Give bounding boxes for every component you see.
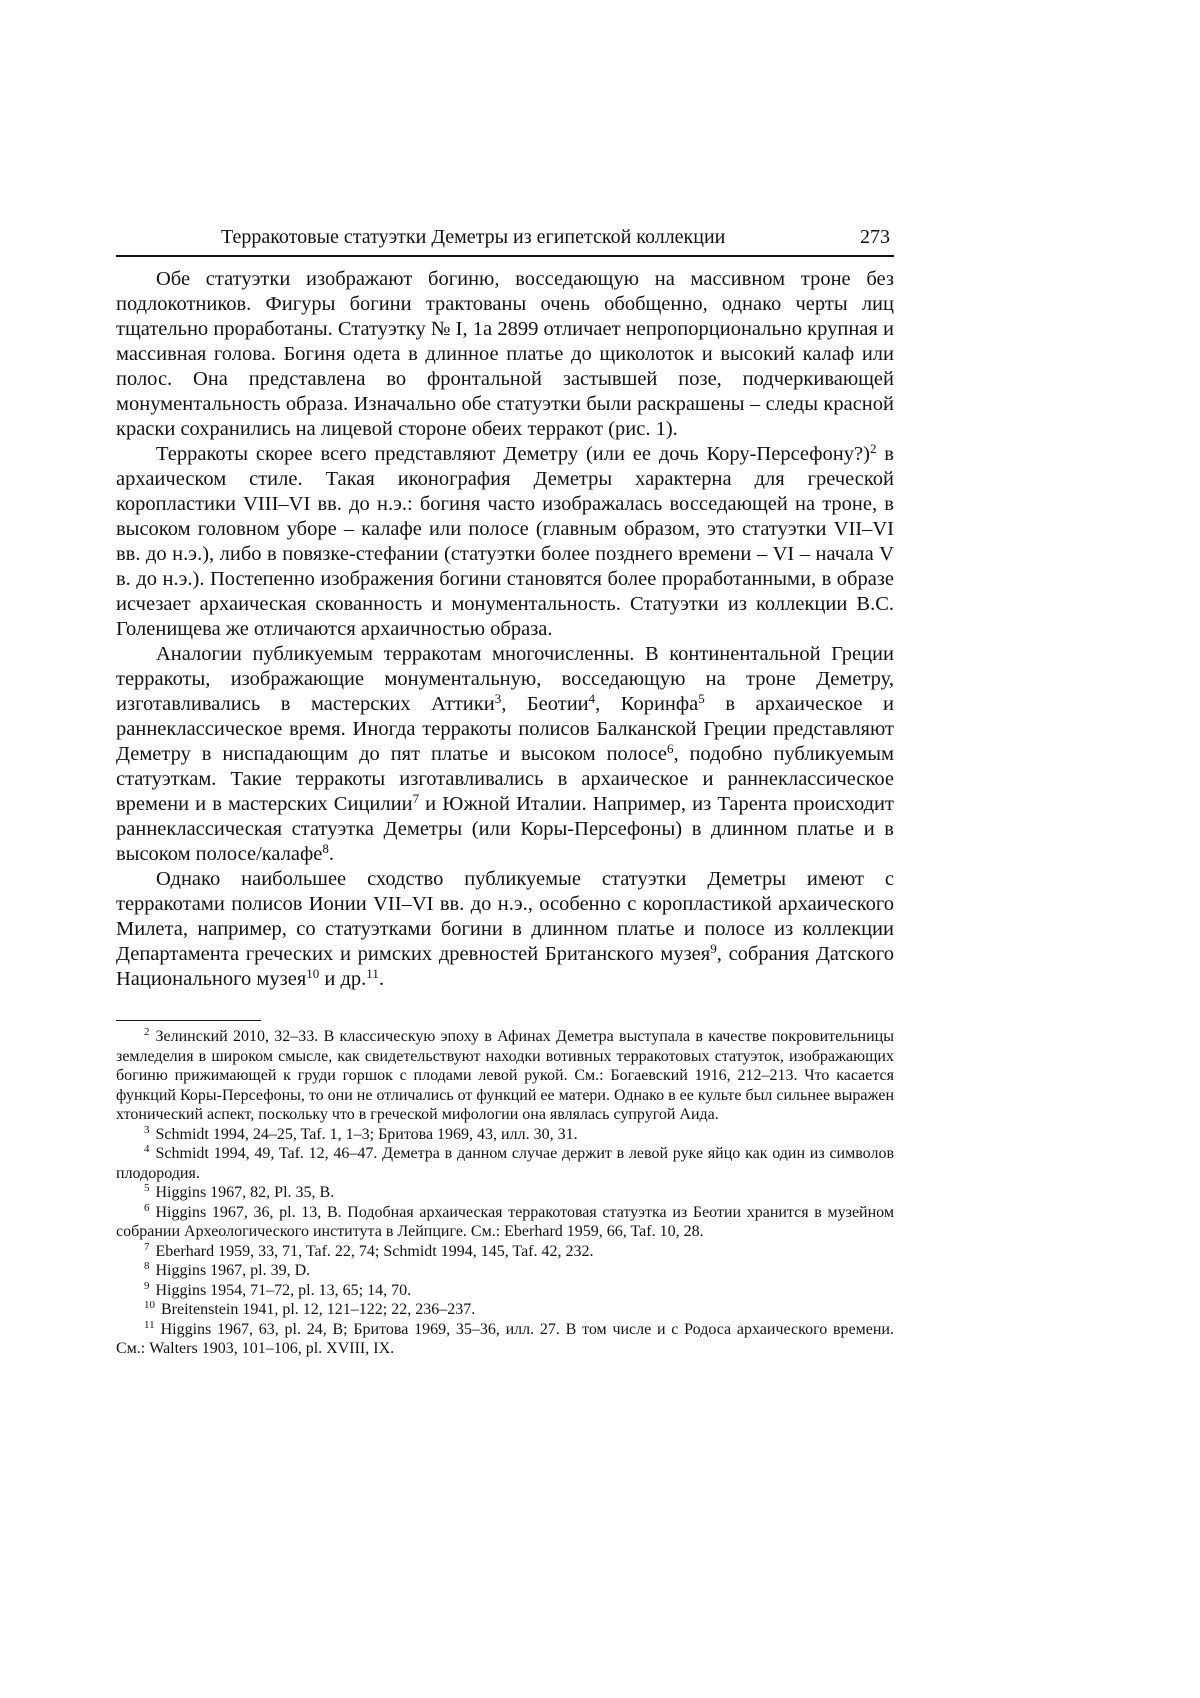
footnote-text: Higgins 1967, 82, Pl. 35, B. xyxy=(155,1184,335,1201)
footnote-number: 5 xyxy=(144,1182,150,1194)
footnote-ref: 9 xyxy=(710,941,717,956)
footnote xyxy=(116,1242,894,1262)
footnote-number: 2 xyxy=(144,1026,150,1038)
text-run: и др. xyxy=(319,968,367,990)
text-run: Аналогии публикуемым терракотам многочисленны. В континентальной Греции терракоты, изображающие монументальную, восседающую на троне Деметру, изготавливались в мастерских Аттики xyxy=(116,643,894,715)
running-title: Терракотовые статуэтки Деметры из египетской коллекции xyxy=(221,226,726,248)
footnote-number: 3 xyxy=(144,1123,150,1136)
text-run: в архаическом стиле. Такая иконография Деметры характерна для греческой коропластики VIII–VI вв. до н.э.: богиня часто изображалась восседающей на троне, в высоком головном уборе – калафе или полосе (главным образом, это статуэтки VII–VI вв. до н.э.), либо в повязке-стефании (статуэтки более позднего времени – VI – начала V в. до н.э.). Постепенно изображения богини становятся более проработанными, в образе исчезает архаическая скованность и монументальность. Статуэтки из коллекции В.С. Голенищева же отличаются архаичностью образа. xyxy=(116,443,894,640)
footnote-text: Eberhard 1959, 33, 71, Taf. 22, 74; Schmidt 1994, 145, Taf. 42, 232. xyxy=(155,1242,594,1260)
footnote-ref: 6 xyxy=(666,741,674,756)
body-text xyxy=(116,267,894,992)
footnote-number: 10 xyxy=(144,1299,155,1311)
running-header xyxy=(116,226,894,257)
footnote-ref: 10 xyxy=(306,966,320,981)
footnote xyxy=(116,1203,894,1242)
footnote-number: 8 xyxy=(144,1260,150,1272)
footnote-text: Breitenstein 1941, pl. 12, 121–122; 22, 236–237. xyxy=(161,1301,476,1318)
footnote xyxy=(116,1261,894,1281)
footnote-text: Зелинский 2010, 32–33. В классическую эпоху в Афинах Деметра выступала в качестве покровительницы земледелия в широком смысле, как свидетельствуют находки вотивных терракотовых статуэток, изображающих богиню прижимающей к груди горшок с плодами левой рукой. См.: Богаевский 1916, 212–213. Что касается функций Коры-Персефоны, то они не отличались от функций ее матери. Однако в ее культе был сильнее выражен хтонический аспект, поскольку что в греческой мифологии она являлась супругой Аида. xyxy=(116,1028,894,1123)
footnote-separator xyxy=(116,1020,261,1021)
text-run: , Беотии xyxy=(501,693,589,715)
text-run: , Коринфа xyxy=(595,693,699,715)
footnote-number: 6 xyxy=(144,1201,150,1214)
body-paragraph xyxy=(116,642,894,867)
footnote-text: Schmidt 1994, 49, Taf. 12, 46–47. Деметра в данном случае держит в левой руке яйцо как один из символов плодородия. xyxy=(116,1145,894,1182)
footnote-text: Higgins 1967, pl. 39, D. xyxy=(155,1262,311,1279)
footnote-ref: 3 xyxy=(494,691,502,706)
text-run: в архаическое и раннеклассическое время. Иногда терракоты полисов Балканской Греции представляют Деметру в ниспадающим до пят платье и высоком полосе xyxy=(116,693,894,765)
text-run: . xyxy=(378,968,384,990)
footnote-text: Higgins 1967, 36, pl. 13, B. Подобная архаическая терракотовая статуэтка из Беотии хранится в музейном собрании Археологического института в Лейпциге. См.: Eberhard 1959, 66, Taf. 10, 28. xyxy=(116,1203,894,1240)
footnote xyxy=(116,1320,894,1359)
body-paragraph xyxy=(116,267,894,442)
body-paragraph xyxy=(116,867,894,992)
footnote-text: Schmidt 1994, 24–25, Taf. 1, 1–3; Бритова 1969, 43, илл. 30, 31. xyxy=(155,1125,578,1143)
footnote-number: 9 xyxy=(144,1279,150,1292)
text-run: Однако наибольшее сходство публикуемые статуэтки Деметры имеют с терракотами полисов Ионии VII–VI вв. до н.э., особенно с коропластикой архаического Милета, например, со статуэтками богини в длинном платье и полосе из коллекции Департамента греческих и римских древностей Британского музея xyxy=(116,868,894,965)
text-run: и Южной Италии. Например, из Тарента происходит раннеклассическая статуэтка Деметры (или Коры-Персефоны) в длинном платье и в высоком полосе/калафе xyxy=(116,793,894,865)
footnote-ref: 2 xyxy=(869,441,877,456)
footnote-ref: 5 xyxy=(698,691,705,706)
footnote-ref: 11 xyxy=(366,966,379,981)
body-paragraph xyxy=(116,442,894,642)
text-run: , подобно публикуемым статуэткам. Такие терракоты изготавливались в архаическое и раннеклассическое времени и в мастерских Сицилии xyxy=(116,743,894,815)
footnote xyxy=(116,1281,894,1301)
text-run: . xyxy=(328,843,335,865)
footnote xyxy=(116,1300,894,1320)
footnote-text: Higgins 1954, 71–72, pl. 13, 65; 14, 70. xyxy=(155,1281,412,1299)
footnotes xyxy=(116,1027,894,1359)
footnote-number: 7 xyxy=(144,1240,150,1253)
footnote-ref: 8 xyxy=(322,841,329,856)
footnote xyxy=(116,1183,894,1203)
footnote-number: 11 xyxy=(144,1318,155,1331)
text-run: Терракоты скорее всего представляют Деметру (или ее дочь Кору-Персефону?) xyxy=(156,443,870,465)
page-number: 273 xyxy=(860,226,890,248)
text-run: Обе статуэтки изображают богиню, восседающую на массивном троне без подлокотников. Фигуры богини трактованы очень обобщенно, однако черты лиц тщательно проработаны. Статуэтку № I, 1а 2899 отличает непропорционально крупная и массивная голова. Богиня одета в длинное платье до щиколоток и высокий калаф или полос. Она представлена во фронтальной застывшей позе, подчеркивающей монументальность образа. Изначально обе статуэтки были раскрашены – следы красной краски сохранились на лицевой стороне обеих терракот (рис. 1). xyxy=(116,268,894,440)
footnote xyxy=(116,1125,894,1145)
footnote xyxy=(116,1144,894,1183)
page xyxy=(116,226,894,1359)
footnote-ref: 4 xyxy=(588,691,596,706)
text-run: , собрания Датского Национального музея xyxy=(116,943,894,990)
footnote-ref: 7 xyxy=(412,791,420,806)
footnote xyxy=(116,1027,894,1125)
footnote-number: 4 xyxy=(144,1143,150,1155)
footnote-text: Higgins 1967, 63, pl. 24, B; Бритова 1969, 35–36, илл. 27. В том числе и с Родоса архаического времени. См.: Walters 1903, 101–106, pl. XVIII, IX. xyxy=(116,1320,894,1357)
